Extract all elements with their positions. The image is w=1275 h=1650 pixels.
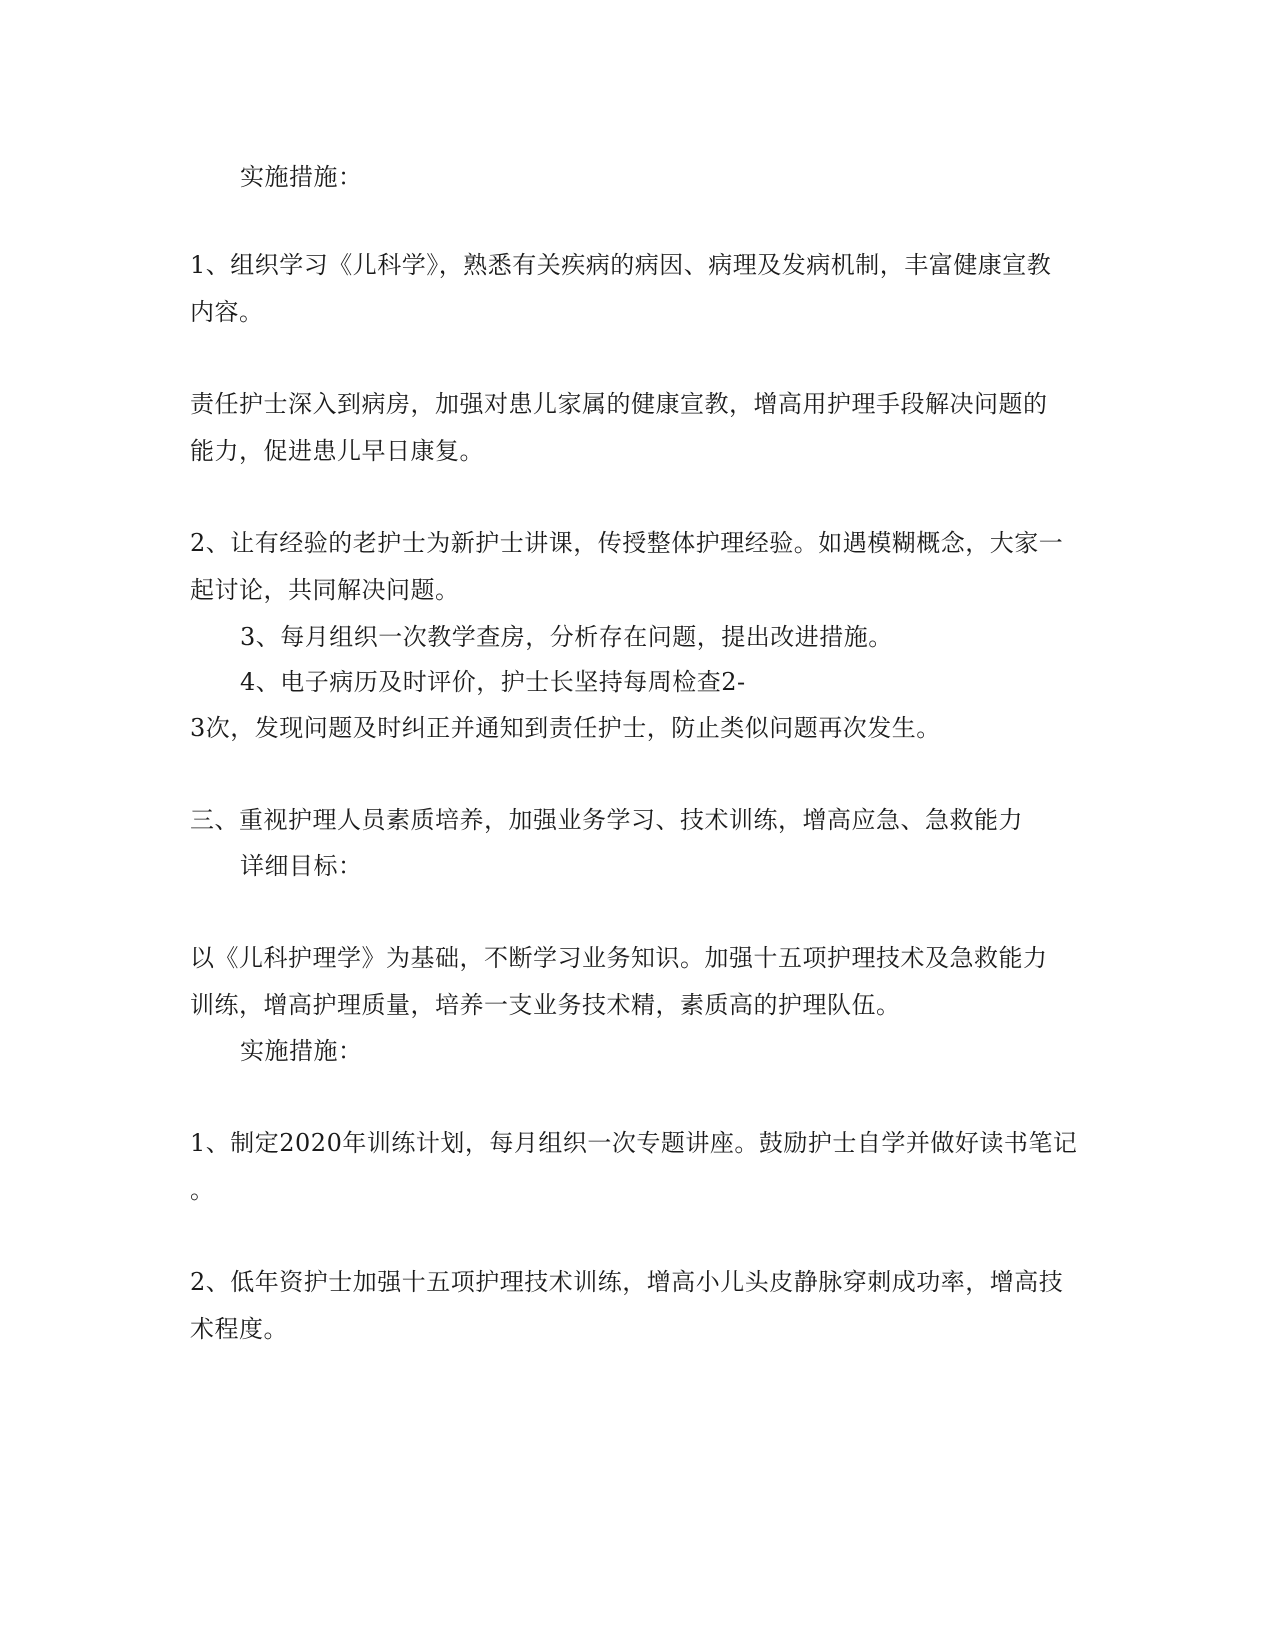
paragraph-line: 内容。	[190, 298, 264, 326]
paragraph-line: 1、组织学习《儿科学》，熟悉有关疾病的病因、病理及发病机制，丰富健康宣教	[190, 251, 1052, 279]
paragraph-line: 。	[190, 1176, 215, 1204]
paragraph-line: 2、低年资护士加强十五项护理技术训练，增高小儿头皮静脉穿刺成功率，增高技	[190, 1268, 1064, 1296]
paragraph-line: 3、每月组织一次教学查房，分析存在问题，提出改进措施。	[240, 623, 893, 651]
paragraph-line: 3次，发现问题及时纠正并通知到责任护士，防止类似问题再次发生。	[190, 714, 941, 742]
paragraph-line: 4、电子病历及时评价，护士长坚持每周检查2-	[240, 668, 746, 696]
paragraph-line: 以《儿科护理学》为基础，不断学习业务知识。加强十五项护理技术及急救能力	[190, 944, 1048, 972]
paragraph-line: 实施措施：	[240, 1037, 363, 1065]
paragraph-line: 训练，增高护理质量，培养一支业务技术精，素质高的护理队伍。	[190, 991, 901, 1019]
paragraph-line: 能力，促进患儿早日康复。	[190, 437, 484, 465]
paragraph-line: 实施措施：	[240, 163, 363, 191]
paragraph-line: 2、让有经验的老护士为新护士讲课，传授整体护理经验。如遇模糊概念，大家一	[190, 529, 1064, 557]
paragraph-line: 详细目标：	[240, 852, 363, 880]
paragraph-line: 1、制定2020年训练计划，每月组织一次专题讲座。鼓励护士自学并做好读书笔记	[190, 1129, 1078, 1157]
section-heading: 三、重视护理人员素质培养，加强业务学习、技术训练，增高应急、急救能力	[190, 806, 1023, 834]
paragraph-line: 责任护士深入到病房，加强对患儿家属的健康宣教，增高用护理手段解决问题的	[190, 390, 1048, 418]
paragraph-line: 起讨论，共同解决问题。	[190, 576, 460, 604]
paragraph-line: 术程度。	[190, 1315, 288, 1343]
